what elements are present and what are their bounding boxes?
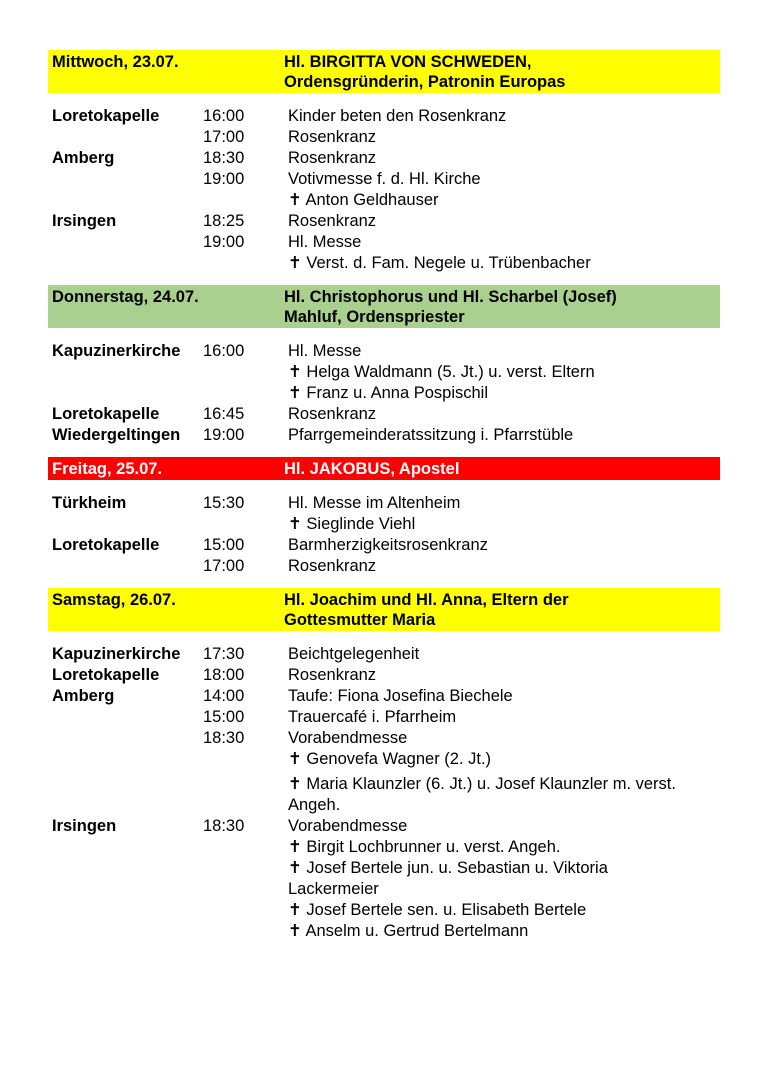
entry-place: Wiedergeltingen [52,426,181,444]
schedule-entry [48,816,720,942]
entry-description [288,535,720,556]
entry-time: 15:00 [203,708,245,726]
entry-time: 18:30 [203,149,245,167]
description-line: Votivmesse f. d. Hl. Kirche [288,170,481,188]
description-line: Rosenkranz [288,212,377,230]
entry-time: 17:30 [203,645,245,663]
entry-time: 14:00 [203,687,245,705]
day-header [48,588,720,631]
schedule-entry [48,686,720,707]
entry-time: 18:25 [203,212,245,230]
entry-description [288,665,720,686]
entry-place [48,169,203,211]
entry-place: Amberg [52,149,115,167]
schedule-entry [48,404,720,425]
day-block [48,50,720,274]
day-block [48,457,720,577]
feast-title-line: Hl. JAKOBUS, Apostel [284,460,460,478]
entry-description [288,707,720,728]
description-line: ✝ Josef Bertele sen. u. Elisabeth Bertele [288,901,587,919]
day-header [48,50,720,93]
entry-description [288,686,720,707]
entry-time: 19:00 [203,170,245,188]
description-line: Lackermeier [288,880,379,898]
description-line: ✝ Verst. d. Fam. Negele u. Trübenbacher [288,254,591,272]
schedule-entry [48,425,720,446]
day-header [48,457,720,480]
day-date: Mittwoch, 23.07. [52,53,179,71]
entry-time: 19:00 [203,233,245,251]
entry-description [288,232,720,274]
entry-place [48,232,203,274]
entry-time: 17:00 [203,128,245,146]
entry-place: Irsingen [52,212,117,230]
description-line: Hl. Messe im Altenheim [288,494,461,512]
description-line: Kinder beten den Rosenkranz [288,107,507,125]
entry-place [48,127,203,148]
description-line: Hl. Messe [288,233,362,251]
entry-place: Loretokapelle [52,666,160,684]
schedule-entry [48,707,720,728]
entry-place [48,556,203,577]
entry-description [288,127,720,148]
day-header [48,285,720,328]
entry-description [288,425,720,446]
entry-place: Loretokapelle [52,405,160,423]
entry-description [288,341,720,404]
entry-time: 16:00 [203,342,245,360]
entry-time: 16:00 [203,107,245,125]
entry-description [288,148,720,169]
feast-title-line: Hl. Christophorus und Hl. Scharbel (Josef) [284,288,617,306]
description-line: ✝ Genovefa Wagner (2. Jt.) [288,750,492,768]
description-line: Vorabendmesse [288,729,408,747]
description-line: Rosenkranz [288,405,377,423]
entry-place: Türkheim [52,494,127,512]
description-line: Angeh. [288,796,341,814]
description-line: Hl. Messe [288,342,362,360]
schedule-entry [48,665,720,686]
description-line: ✝ Josef Bertele jun. u. Sebastian u. Viktoria [288,859,608,877]
entry-time: 19:00 [203,426,245,444]
description-line: ✝ Sieglinde Viehl [288,515,416,533]
entry-description [288,493,720,535]
schedule-entry [48,728,720,816]
feast-title-line: Gottesmutter Maria [284,611,436,629]
entry-description [288,211,720,232]
entry-description [288,169,720,211]
schedule-entry [48,127,720,148]
schedule-entry [48,535,720,556]
entry-description [288,106,720,127]
entry-time: 15:00 [203,536,245,554]
day-date: Samstag, 26.07. [52,591,176,609]
entry-time: 18:30 [203,817,245,835]
entry-place: Kapuzinerkirche [52,645,181,663]
description-line: ✝ Franz u. Anna Pospischil [288,384,489,402]
description-line: Rosenkranz [288,149,377,167]
description-line: Barmherzigkeitsrosenkranz [288,536,488,554]
description-line: Rosenkranz [288,666,377,684]
schedule-entry [48,341,720,404]
feast-title-line: Ordensgründerin, Patronin Europas [284,73,566,91]
description-line: Rosenkranz [288,557,377,575]
entry-place [48,707,203,728]
entry-place: Kapuzinerkirche [52,342,181,360]
feast-title-line: Mahluf, Ordenspriester [284,308,465,326]
day-block [48,588,720,942]
feast-title-line: Hl. Joachim und Hl. Anna, Eltern der [284,591,569,609]
entry-time: 15:30 [203,494,245,512]
entry-description [288,556,720,577]
entry-description [288,816,720,942]
description-line: ✝ Helga Waldmann (5. Jt.) u. verst. Eltern [288,363,595,381]
schedule-entry [48,211,720,232]
description-line: ✝ Maria Klaunzler (6. Jt.) u. Josef Klaunzler m. verst. [288,775,676,793]
description-line: Beichtgelegenheit [288,645,420,663]
entry-place: Amberg [52,687,115,705]
schedule-page [48,50,720,953]
feast-title-line: Hl. BIRGITTA VON SCHWEDEN, [284,53,532,71]
entry-time: 17:00 [203,557,245,575]
entry-place [48,728,203,816]
schedule-entry [48,106,720,127]
schedule-entry [48,148,720,169]
description-line: ✝ Birgit Lochbrunner u. verst. Angeh. [288,838,561,856]
description-line: Taufe: Fiona Josefina Biechele [288,687,513,705]
entry-description [288,644,720,665]
schedule-entry [48,644,720,665]
day-feast-title [284,52,716,92]
schedule-entry [48,232,720,274]
entry-description [288,728,720,816]
entry-time: 18:30 [203,729,245,747]
schedule-entry [48,169,720,211]
entry-place: Irsingen [52,817,117,835]
description-line: Pfarrgemeinderatssitzung i. Pfarrstüble [288,426,574,444]
entry-time: 18:00 [203,666,245,684]
description-line: ✝ Anton Geldhauser [288,191,439,209]
description-line: Rosenkranz [288,128,377,146]
day-feast-title [284,590,716,630]
day-date: Donnerstag, 24.07. [52,288,199,306]
entry-description [288,404,720,425]
entry-time: 16:45 [203,405,245,423]
day-block [48,285,720,446]
day-feast-title [284,287,716,327]
entry-place: Loretokapelle [52,107,160,125]
entry-place: Loretokapelle [52,536,160,554]
day-feast-title [284,459,716,479]
description-line: ✝ Anselm u. Gertrud Bertelmann [288,922,529,940]
schedule-entry [48,493,720,535]
day-date: Freitag, 25.07. [52,460,163,478]
schedule-entry [48,556,720,577]
description-line: Vorabendmesse [288,817,408,835]
description-line: Trauercafé i. Pfarrheim [288,708,457,726]
